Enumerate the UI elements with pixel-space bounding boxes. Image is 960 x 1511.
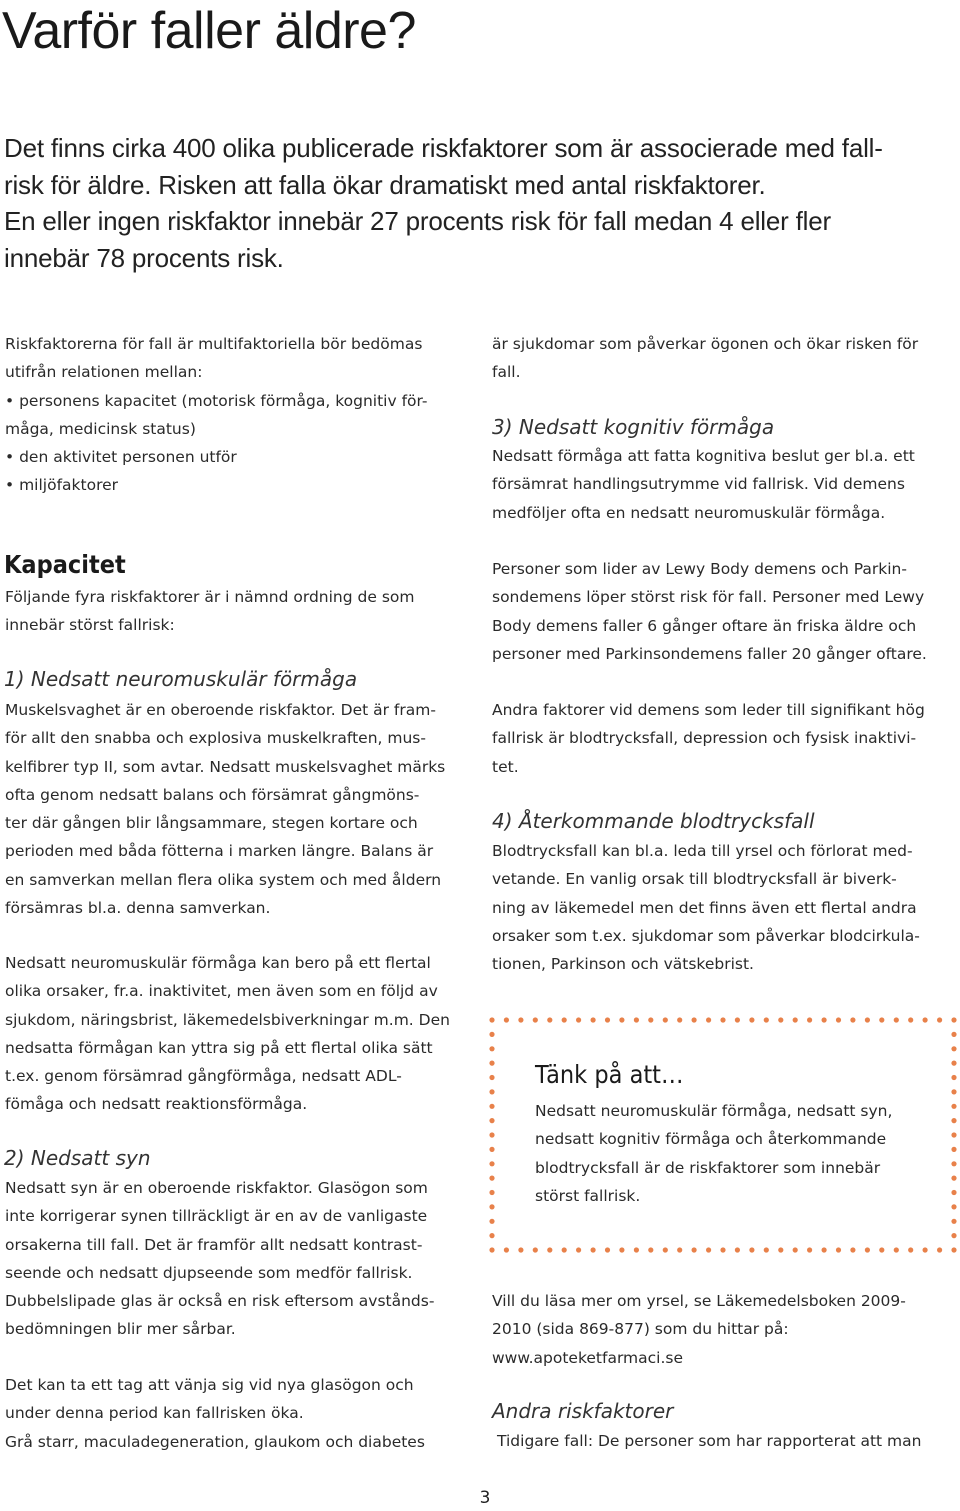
border-dot <box>489 1046 494 1051</box>
website-link[interactable]: www.apoteketfarmaci.se <box>492 1348 684 1367</box>
border-dot <box>937 1247 942 1252</box>
text-line: Tidigare fall: De personer som har rapporterat att man <box>497 1432 922 1450</box>
text-line: ofta genom nedsatt balans och försämrat gångmöns- <box>5 785 420 804</box>
read-more-paragraph <box>492 1287 957 1372</box>
border-dot <box>850 1247 855 1252</box>
border-dot <box>504 1017 509 1022</box>
border-dot <box>489 1219 494 1224</box>
border-dot <box>865 1247 870 1252</box>
border-dot <box>619 1017 624 1022</box>
border-dot <box>894 1247 899 1252</box>
text-line: personer med Parkinsondemens faller 20 gånger oftare. <box>492 644 927 663</box>
border-dot <box>865 1017 870 1022</box>
text-line: sondemens löper störst risk för fall. Personer med Lewy <box>492 588 925 607</box>
border-dot <box>778 1247 783 1252</box>
border-dot <box>793 1017 798 1022</box>
border-dot <box>894 1017 899 1022</box>
border-dot <box>951 1233 956 1238</box>
border-dot <box>749 1017 754 1022</box>
text-line: medföljer ofta en nedsatt neuromuskulär förmåga. <box>492 503 886 522</box>
border-dot <box>489 1118 494 1123</box>
border-dot <box>648 1247 653 1252</box>
border-dot <box>504 1247 509 1252</box>
border-dot <box>908 1247 913 1252</box>
border-dot <box>489 1176 494 1181</box>
text-line: måga, medicinsk status) <box>5 419 196 438</box>
border-dot <box>836 1017 841 1022</box>
tip-box-text <box>535 1097 945 1210</box>
kapacitet-heading: Kapacitet <box>4 550 126 579</box>
eye-disease-paragraph <box>492 330 957 387</box>
bullet-item: • personens kapacitet (motorisk förmåga, kognitiv för- <box>5 391 428 410</box>
border-dot <box>663 1017 668 1022</box>
text-line: Dubbelslipade glas är också en risk eftersom avstånds- <box>5 1292 435 1311</box>
page-title: Varför faller äldre? <box>2 2 416 60</box>
text-line: är sjukdomar som påverkar ögonen och ökar risken för <box>492 335 919 353</box>
border-dot <box>489 1104 494 1109</box>
border-dot <box>489 1190 494 1195</box>
border-dot <box>951 1032 956 1037</box>
text-line: ning av läkemedel men det finns även ett flertal andra <box>492 898 917 917</box>
border-dot <box>576 1017 581 1022</box>
subheading-neuromuscular: 1) Nedsatt neuromuskulär förmåga <box>4 667 358 691</box>
border-dot <box>951 1061 956 1066</box>
text-line: Grå starr, maculadegeneration, glaukom och diabetes <box>5 1432 425 1451</box>
text-line: innebär störst fallrisk: <box>5 616 175 635</box>
text-line: 2010 (sida 869-877) som du hittar på: <box>492 1320 789 1339</box>
border-dot <box>951 1132 956 1137</box>
border-dot <box>489 1032 494 1037</box>
text-line: vetande. En vanlig orsak till blodtrycksfall är biverk- <box>492 870 897 889</box>
border-dot <box>706 1017 711 1022</box>
intro-line: risk för äldre. Risken att falla ökar dramatiskt med antal riskfaktorer. <box>4 169 766 200</box>
border-dot <box>591 1247 596 1252</box>
text-line: Vill du läsa mer om yrsel, se Läkemedelsboken 2009- <box>492 1292 906 1310</box>
border-dot <box>533 1017 538 1022</box>
text-line: kelfibrer typ II, som avtar. Nedsatt muskelsvaghet märks <box>5 757 446 776</box>
bullet-item: • den aktivitet personen utför <box>5 448 237 467</box>
left-intro-paragraph <box>5 330 475 500</box>
text-line: nedsatt kognitiv förmåga och återkommande <box>535 1130 887 1149</box>
text-line: orsakerna till fall. Det är framför allt nedsatt kontrast- <box>5 1235 423 1254</box>
text-line: bedömningen blir mer sårbar. <box>5 1320 236 1339</box>
text-line: försämrat handlingsutrymme vid fallrisk. Vid demens <box>492 475 905 494</box>
intro-line: innebär 78 procents risk. <box>4 242 284 273</box>
border-dot <box>951 1147 956 1152</box>
text-line: Andra faktorer vid demens som leder till signifikant hög <box>492 701 925 719</box>
text-line: Blodtrycksfall kan bl.a. leda till yrsel och förlorat med- <box>492 842 913 860</box>
page-number: 3 <box>479 1488 491 1508</box>
subheading-other-risk-factors: Andra riskfaktorer <box>492 1399 674 1423</box>
border-dot <box>489 1075 494 1080</box>
border-dot <box>807 1017 812 1022</box>
text-line: Riskfaktorerna för fall är multifaktoriella bör bedömas <box>5 335 423 353</box>
border-dot <box>923 1017 928 1022</box>
border-dot <box>634 1247 639 1252</box>
border-dot <box>951 1118 956 1123</box>
border-dot <box>518 1017 523 1022</box>
border-dot <box>489 1061 494 1066</box>
text-line: t.ex. genom försämrad gångförmåga, nedsatt ADL- <box>5 1067 402 1086</box>
text-line: Nedsatt neuromuskulär förmåga kan bero på ett flertal <box>5 954 431 972</box>
border-dot <box>951 1104 956 1109</box>
border-dot <box>663 1247 668 1252</box>
border-dot <box>533 1247 538 1252</box>
text-line: olika orsaker, fr.a. inaktivitet, men även som en följd av <box>5 982 438 1001</box>
border-dot <box>951 1204 956 1209</box>
text-line: tet. <box>492 757 519 776</box>
blood-pressure-paragraph <box>492 837 957 978</box>
border-dot <box>547 1017 552 1022</box>
border-dot <box>951 1046 956 1051</box>
dementia-paragraph <box>492 555 957 668</box>
border-dot <box>793 1247 798 1252</box>
text-line: nedsatta förmågan kan yttra sig på ett flertal olika sätt <box>5 1038 433 1057</box>
border-dot <box>720 1247 725 1252</box>
border-dot <box>677 1017 682 1022</box>
border-dot <box>836 1247 841 1252</box>
border-dot <box>692 1017 697 1022</box>
text-line: Nedsatt neuromuskulär förmåga, nedsatt syn, <box>535 1102 893 1120</box>
text-line: Nedsatt förmåga att fatta kognitiva beslut ger bl.a. ett <box>492 447 915 465</box>
subheading-cognitive: 3) Nedsatt kognitiv förmåga <box>492 415 775 439</box>
border-dot <box>764 1247 769 1252</box>
border-dot <box>489 1017 494 1022</box>
cognitive-paragraph <box>492 442 957 527</box>
border-dot <box>951 1017 956 1022</box>
border-dot <box>706 1247 711 1252</box>
border-dot <box>908 1017 913 1022</box>
border-dot <box>951 1075 956 1080</box>
text-line: ter där gången blir långsammare, stegen kortare och <box>5 814 418 833</box>
border-dot <box>489 1204 494 1209</box>
border-dot <box>951 1176 956 1181</box>
border-dot <box>605 1247 610 1252</box>
border-dot <box>937 1017 942 1022</box>
border-dot <box>951 1190 956 1195</box>
border-dot <box>850 1017 855 1022</box>
intro-line: Det finns cirka 400 olika publicerade riskfaktorer som är associerade med fall- <box>4 133 883 163</box>
text-line: Det kan ta ett tag att vänja sig vid nya glasögon och <box>5 1376 414 1394</box>
border-dot <box>822 1247 827 1252</box>
text-line: fall. <box>492 363 521 382</box>
text-line: störst fallrisk. <box>535 1186 641 1205</box>
subheading-blood-pressure: 4) Återkommande blodtrycksfall <box>492 809 815 833</box>
border-dot <box>951 1247 956 1252</box>
vision-paragraph-2 <box>5 1371 475 1456</box>
text-line: tionen, Parkinson och vätskebrist. <box>492 955 754 974</box>
intro-paragraph <box>4 130 954 276</box>
border-dot <box>764 1017 769 1022</box>
border-dot <box>951 1219 956 1224</box>
border-dot <box>692 1247 697 1252</box>
neuromuscular-paragraph <box>5 696 475 922</box>
border-dot <box>720 1017 725 1022</box>
other-factors-paragraph <box>492 696 957 781</box>
text-line: utifrån relationen mellan: <box>5 363 203 382</box>
border-dot <box>634 1017 639 1022</box>
text-line: Följande fyra riskfaktorer är i nämnd ordning de som <box>5 588 415 606</box>
intro-line: En eller ingen riskfaktor innebär 27 procents risk för fall medan 4 eller fler <box>4 206 831 236</box>
border-dot <box>562 1247 567 1252</box>
kapacitet-paragraph <box>5 583 475 640</box>
text-line: försämras bl.a. denna samverkan. <box>5 899 271 918</box>
tip-box-title: Tänk på att… <box>535 1060 684 1089</box>
text-line: Personer som lider av Lewy Body demens och Parkin- <box>492 560 907 578</box>
border-dot <box>489 1233 494 1238</box>
border-dot <box>822 1017 827 1022</box>
border-dot <box>735 1247 740 1252</box>
border-dot <box>923 1247 928 1252</box>
text-line: Nedsatt syn är en oberoende riskfaktor. Glasögon som <box>5 1179 428 1197</box>
text-line: blodtrycksfall är de riskfaktorer som innebär <box>535 1158 881 1177</box>
text-line: perioden med båda fötterna i marken längre. Balans är <box>5 842 434 861</box>
text-line: under denna period kan fallrisken öka. <box>5 1404 304 1423</box>
text-line: inte korrigerar synen tillräckligt är en av de vanligaste <box>5 1207 428 1226</box>
border-dot <box>619 1247 624 1252</box>
subheading-vision: 2) Nedsatt syn <box>4 1146 151 1170</box>
text-line: för allt den snabba och explosiva muskelkraften, mus- <box>5 729 426 748</box>
neuromuscular-paragraph-2 <box>5 949 475 1119</box>
border-dot <box>951 1161 956 1166</box>
border-dot <box>489 1161 494 1166</box>
border-dot <box>879 1017 884 1022</box>
border-dot <box>591 1017 596 1022</box>
border-dot <box>489 1147 494 1152</box>
border-dot <box>778 1017 783 1022</box>
bullet-item: • miljöfaktorer <box>5 476 119 495</box>
text-line: fömåga och nedsatt reaktionsförmåga. <box>5 1095 308 1114</box>
text-line: fallrisk är blodtrycksfall, depression och fysisk inaktivi- <box>492 729 917 748</box>
text-line: Body demens faller 6 gånger oftare än friska äldre och <box>492 616 917 635</box>
text-line: seende och nedsatt djupseende som medför fallrisk. <box>5 1263 413 1282</box>
border-dot <box>576 1247 581 1252</box>
text-line: en samverkan mellan flera olika system och med åldern <box>5 870 442 889</box>
border-dot <box>489 1089 494 1094</box>
border-dot <box>879 1247 884 1252</box>
border-dot <box>562 1017 567 1022</box>
border-dot <box>547 1247 552 1252</box>
text-line: orsaker som t.ex. sjukdomar som påverkar blodcirkula- <box>492 926 920 945</box>
border-dot <box>648 1017 653 1022</box>
border-dot <box>735 1017 740 1022</box>
border-dot <box>489 1132 494 1137</box>
border-dot <box>518 1247 523 1252</box>
text-line: Muskelsvaghet är en oberoende riskfaktor. Det är fram- <box>5 701 436 719</box>
border-dot <box>677 1247 682 1252</box>
border-dot <box>807 1247 812 1252</box>
border-dot <box>951 1089 956 1094</box>
border-dot <box>489 1247 494 1252</box>
other-risk-factors-paragraph <box>497 1427 957 1455</box>
text-line: sjukdom, näringsbrist, läkemedelsbiverkningar m.m. Den <box>5 1010 450 1029</box>
vision-paragraph <box>5 1174 475 1344</box>
border-dot <box>605 1017 610 1022</box>
border-dot <box>749 1247 754 1252</box>
